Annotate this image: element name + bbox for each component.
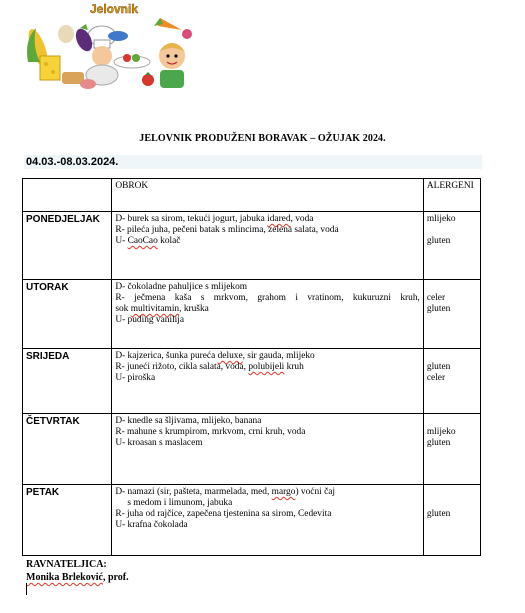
meal-line: D- knedle sa šljivama, mlijeko, banana — [115, 416, 262, 426]
page-heading: JELOVNIK PRODUŽENI BORAVAK – OŽUJAK 2024. — [139, 133, 386, 144]
meal-line: U- kroasan s maslacem — [115, 438, 203, 448]
table-row — [23, 280, 481, 349]
meal-line: U- krafna čokolada — [115, 520, 188, 530]
allergen: mlijeko — [426, 427, 456, 437]
meal-cell — [112, 485, 424, 556]
meal-line: D- kajzerica, šunka pureća deluxe, sir gauda, mlijeko — [115, 351, 315, 361]
text-cursor — [26, 583, 27, 595]
table-row — [23, 349, 481, 414]
menu-table — [22, 178, 481, 556]
meal-line: sok multivitamin, kruška — [115, 304, 209, 314]
logo-title: Jelovnik — [90, 2, 139, 16]
meal-line: D- čokoladne pahuljice s mlijekom — [115, 282, 248, 292]
allergen: celer — [426, 293, 446, 303]
meal-line: U- CaoCao kolač — [115, 236, 181, 246]
signature-title: RAVNATELJICA: — [26, 559, 107, 570]
allergen: gluten — [426, 509, 451, 519]
header-meal: OBROK — [112, 179, 424, 212]
day-name: PETAK — [23, 485, 112, 556]
allergen-cell — [423, 414, 480, 485]
date-range: 04.03.-08.03.2024. — [24, 155, 482, 169]
meal-cell — [112, 280, 424, 349]
allergen-cell — [423, 280, 480, 349]
day-name: SRIJEDA — [23, 349, 112, 414]
day-name: ČETVRTAK — [23, 414, 112, 485]
meal-line: R- pileća juha, pečeni batak s mlincima, zelena salata, voda — [115, 225, 339, 235]
header-day-cell — [23, 179, 112, 212]
table-header-row — [23, 179, 481, 212]
meal-line: R- mahune s krumpirom, mrkvom, crni kruh, voda — [115, 427, 306, 437]
meal-line: R- ječmena kaša s mrkvom, grahom i vratinom, kukuruzni kruh, — [115, 293, 420, 303]
allergen: celer — [426, 373, 446, 383]
meal-line: D- burek sa sirom, tekući jogurt, jabuka idared, voda — [115, 214, 314, 224]
signature-name: Monika Brleković, prof. — [26, 572, 129, 583]
table-row — [23, 414, 481, 485]
jelovnik-logo — [22, 0, 192, 92]
meal-line: U- puding vanilija — [115, 315, 185, 325]
meal-line: U- piroška — [115, 373, 156, 383]
meal-cell — [112, 349, 424, 414]
meal-line: R- juha od rajčice, zapečena tjestenina sa sirom, Cedevita — [115, 509, 332, 519]
allergen: gluten — [426, 304, 451, 314]
meal-line: s medom i limunom, jabuka — [127, 498, 233, 508]
meal-cell — [112, 414, 424, 485]
allergen-cell — [423, 349, 480, 414]
day-name: UTORAK — [23, 280, 112, 349]
header-allergens: ALERGENI — [423, 179, 480, 212]
table-row — [23, 212, 481, 280]
allergen: gluten — [426, 362, 451, 372]
allergen: mlijeko — [426, 214, 456, 224]
allergen: gluten — [426, 236, 451, 246]
table-row — [23, 485, 481, 556]
allergen: gluten — [426, 438, 451, 448]
meal-line: R- juneći rižoto, cikla salata, voda, polubijeli kruh — [115, 362, 304, 372]
allergen-cell — [423, 485, 480, 556]
allergen-cell — [423, 212, 480, 280]
meal-line: D- namazi (sir, pašteta, marmelada, med, margo) voćni čaj — [115, 487, 336, 497]
meal-cell — [112, 212, 424, 280]
day-name: PONEDJELJAK — [23, 212, 112, 280]
